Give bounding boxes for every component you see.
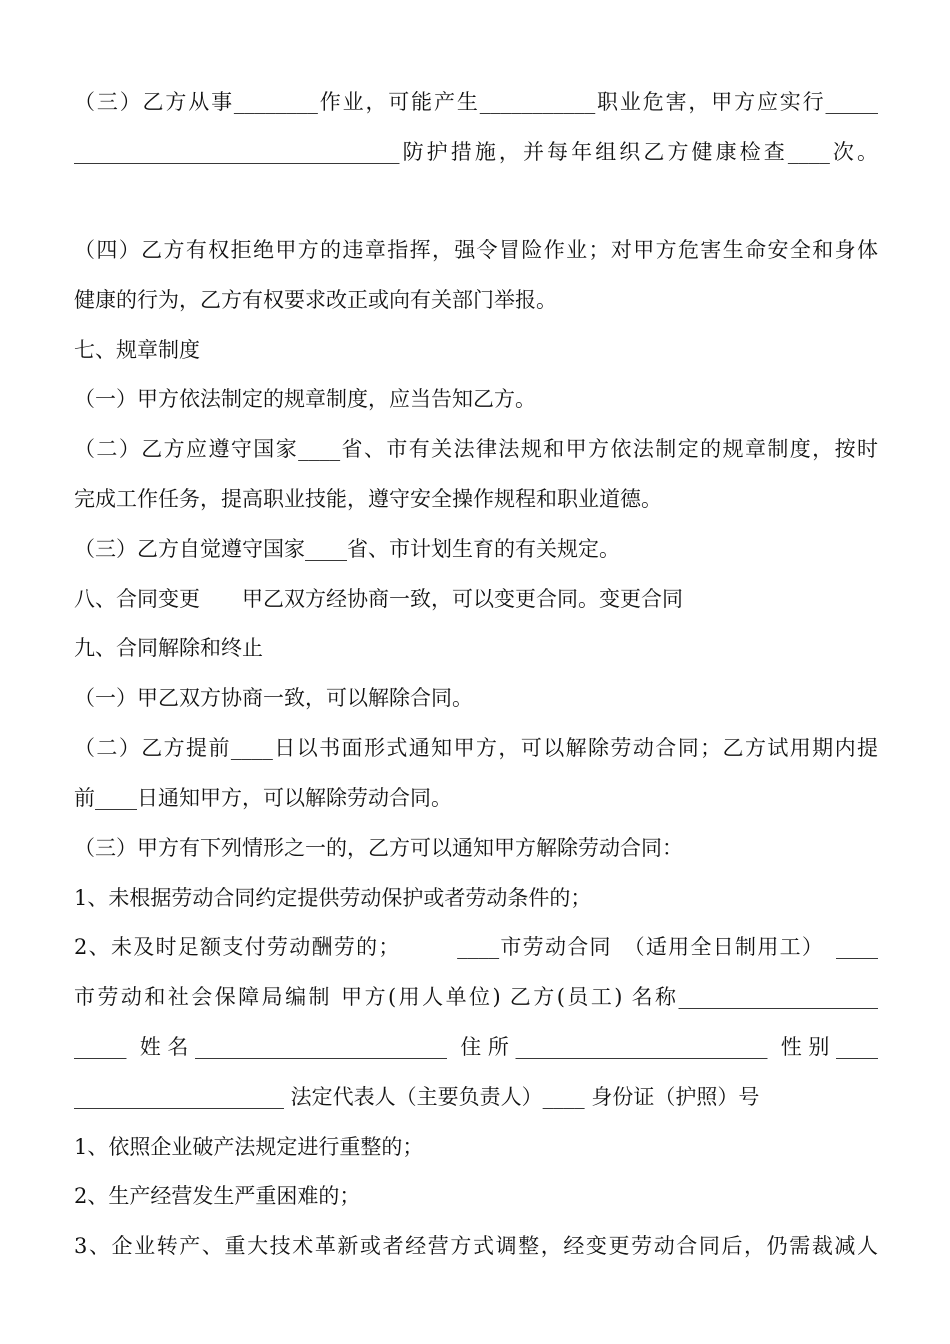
text-line: （三）甲方有下列情形之一的，乙方可以通知甲方解除劳动合同： bbox=[74, 836, 683, 860]
text-line: （一）甲方依法制定的规章制度，应当告知乙方。 bbox=[74, 387, 536, 411]
text-line: _______________________________防护措施，并每年组织乙方健康检查____次。 bbox=[74, 140, 878, 164]
text-line: 健康的行为，乙方有权要求改正或向有关部门举报。 bbox=[74, 288, 557, 312]
text-line: 完成工作任务，提高职业技能，遵守安全操作规程和职业道德。 bbox=[74, 487, 662, 511]
text-line: _____ 姓名________________________ 住所________________________ 性别____ bbox=[74, 1035, 878, 1059]
text-line: （一）甲乙双方协商一致，可以解除合同。 bbox=[74, 686, 473, 710]
section-heading: 九、合同解除和终止 bbox=[74, 636, 263, 660]
text-line: （三）乙方自觉遵守国家____省、市计划生育的有关规定。 bbox=[74, 537, 620, 561]
text-line: 市劳动和社会保障局编制 甲方(用人单位) 乙方(员工) 名称___________________ bbox=[74, 985, 878, 1009]
text-line: 1、依照企业破产法规定进行重整的； bbox=[74, 1135, 424, 1159]
section-heading: 七、规章制度 bbox=[74, 338, 200, 362]
section-heading: 八、合同变更 甲乙双方经协商一致，可以变更合同。变更合同 bbox=[74, 587, 683, 611]
text-line: 2、生产经营发生严重困难的； bbox=[74, 1184, 361, 1208]
text-line: （三）乙方从事________作业，可能产生___________职业危害，甲方应实行_____ bbox=[74, 90, 878, 114]
text-line: （四）乙方有权拒绝甲方的违章指挥，强令冒险作业；对甲方危害生命安全和身体 bbox=[74, 238, 878, 262]
text-line: （二）乙方提前____日以书面形式通知甲方，可以解除劳动合同；乙方试用期内提 bbox=[74, 736, 878, 760]
text-line: 1、未根据劳动合同约定提供劳动保护或者劳动条件的； bbox=[74, 886, 592, 910]
text-line: 2、未及时足额支付劳动酬劳的； ____市劳动合同 （适用全日制用工） ____ bbox=[74, 935, 878, 959]
text-line: （二）乙方应遵守国家____省、市有关法律法规和甲方依法制定的规章制度，按时 bbox=[74, 437, 878, 461]
text-line: 3、企业转产、重大技术革新或者经营方式调整，经变更劳动合同后，仍需裁减人 bbox=[74, 1234, 878, 1258]
text-line: 前____日通知甲方，可以解除劳动合同。 bbox=[74, 786, 452, 810]
text-line: ____________________ 法定代表人（主要负责人）____ 身份证（护照）号 bbox=[74, 1085, 760, 1109]
